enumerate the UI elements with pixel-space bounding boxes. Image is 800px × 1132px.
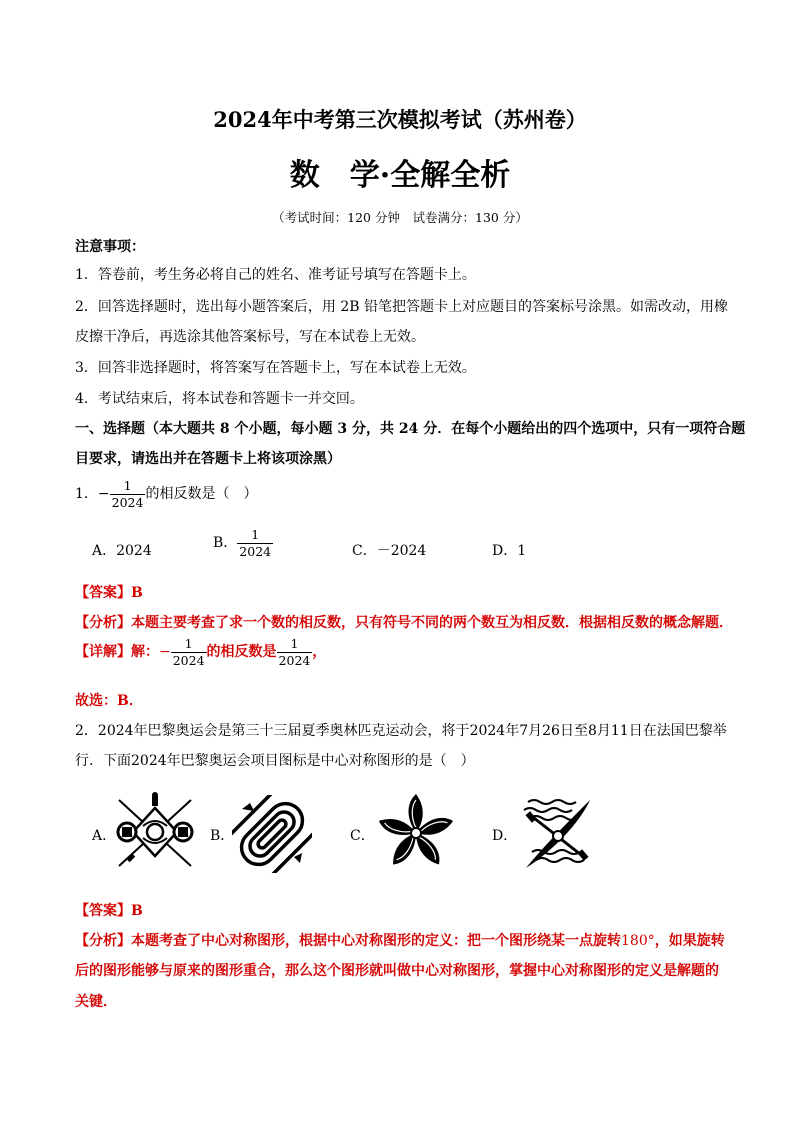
option-c: C．－2024 <box>352 543 427 559</box>
exam-info: （考试时间：120 分钟 试卷满分：130 分） <box>272 210 528 225</box>
analysis-text-part: ，如果旋转 <box>654 933 725 949</box>
analysis-text-part: 【分析】本题考查了中心对称图形，根据中心对称图形的定义：把一个图形绕某一点旋转 <box>75 933 621 949</box>
day: 26 <box>542 723 560 739</box>
stem-text: 行．下面 <box>75 753 131 769</box>
minus-sign: − <box>97 486 110 503</box>
choose-text: 故选：B． <box>75 693 143 709</box>
year: 2024 <box>469 723 506 739</box>
stem-text: 月 <box>528 723 543 739</box>
analysis-text-cont: 后的图形能够与原来的图形重合，那么这个图形就叫做中心对称图形，掌握中心对称图形的定义是解题的 <box>75 963 719 979</box>
stem-text: 年巴黎奥运会项目图标是中心对称图形的是（ ） <box>166 753 475 769</box>
question-2-stem <box>75 720 727 740</box>
minus-sign: − <box>159 644 171 661</box>
fraction-denominator: 2024 <box>172 652 205 668</box>
note-item: 2．回答选择题时，选出每小题答案后，用 2B 铅笔把答题卡上对应题目的答案标号涂黑。如需改动，用橡 <box>75 299 729 315</box>
figure-label-a: A． <box>92 828 117 844</box>
figure-label-d: D． <box>492 828 518 844</box>
analysis-text: 【分析】本题主要考查了求一个数的相反数，只有符号不同的两个数互为相反数．根据相反数的概念解题． <box>75 615 733 631</box>
fraction <box>277 636 313 668</box>
stem-text: 年巴黎奥运会是第三十三届夏季奥林匹克运动会，将于 <box>133 723 470 739</box>
pinwheel-icon <box>375 792 457 874</box>
stem-text: 月 <box>596 723 611 739</box>
note-item: 3．回答非选择题时，将答案写在答题卡上，写在本试卷上无效。 <box>75 360 476 376</box>
notes-heading: 注意事项： <box>75 239 145 255</box>
detail-line <box>75 636 326 668</box>
option-b-label: B． <box>213 535 238 552</box>
stem-text: 日至 <box>559 723 588 739</box>
figure-label-c: C． <box>350 828 375 844</box>
stem-text: 年 <box>505 723 520 739</box>
fraction-numerator: 1 <box>290 636 299 651</box>
detail-end: ， <box>312 644 327 661</box>
fraction-denominator: 2024 <box>111 494 144 510</box>
year: 2024 <box>97 723 134 739</box>
fraction-denominator: 2024 <box>239 543 272 559</box>
stem-text: 的相反数是（ ） <box>145 486 258 503</box>
fraction-numerator: 1 <box>251 527 260 542</box>
day: 11 <box>610 723 629 739</box>
question-1-stem <box>75 478 257 510</box>
question-2-stem-cont <box>75 750 475 770</box>
year: 2024 <box>131 753 167 769</box>
angle-value: 180° <box>621 933 655 949</box>
question-number: 2． <box>75 723 98 739</box>
analysis-text <box>75 930 725 950</box>
option-b <box>213 527 273 559</box>
answer-label: 【答案】B <box>75 585 143 601</box>
fraction-numerator: 1 <box>123 478 132 493</box>
fraction-numerator: 1 <box>184 636 193 651</box>
analysis-text-end: 关键． <box>75 994 117 1010</box>
option-a: A．2024 <box>92 543 152 559</box>
section-heading-cont: 目要求，请选出并在答题卡上将该项涂黑） <box>75 451 341 467</box>
note-item: 4．考试结束后，将本试卷和答题卡一并交回。 <box>75 391 364 407</box>
stem-text: 日在法国巴黎举 <box>628 723 727 739</box>
detail-tag: 【详解】 <box>75 644 131 661</box>
track-icon <box>232 795 312 873</box>
fraction <box>171 636 207 668</box>
month: 8 <box>587 723 597 739</box>
note-item: 1．答卷前，考生务必将自己的姓名、准考证号填写在答题卡上。 <box>75 267 476 283</box>
page-subtitle: 数 学·全解全析 <box>289 158 511 193</box>
fraction <box>110 478 146 510</box>
detail-text: 的相反数是 <box>206 644 277 661</box>
note-item: 皮擦干净后，再选涂其他答案标号，写在本试卷上无效。 <box>75 329 425 345</box>
fraction <box>237 527 273 559</box>
page-title: 2024年中考第三次模拟考试（苏州卷） <box>213 107 587 132</box>
detail-prefix: 解： <box>131 644 159 661</box>
canoe-icon <box>514 792 599 877</box>
answer-label: 【答案】B <box>75 903 143 919</box>
figure-label-b: B． <box>210 828 235 844</box>
section-heading: 一、选择题（本大题共 8 个小题，每小题 3 分，共 24 分．在每个小题给出的四个选项中，只有一项符合题 <box>75 421 746 437</box>
fraction-denominator: 2024 <box>278 652 311 668</box>
option-d: D．1 <box>492 543 527 559</box>
month: 7 <box>519 723 529 739</box>
fencing-icon <box>113 792 198 872</box>
question-number: 1． <box>75 486 98 503</box>
